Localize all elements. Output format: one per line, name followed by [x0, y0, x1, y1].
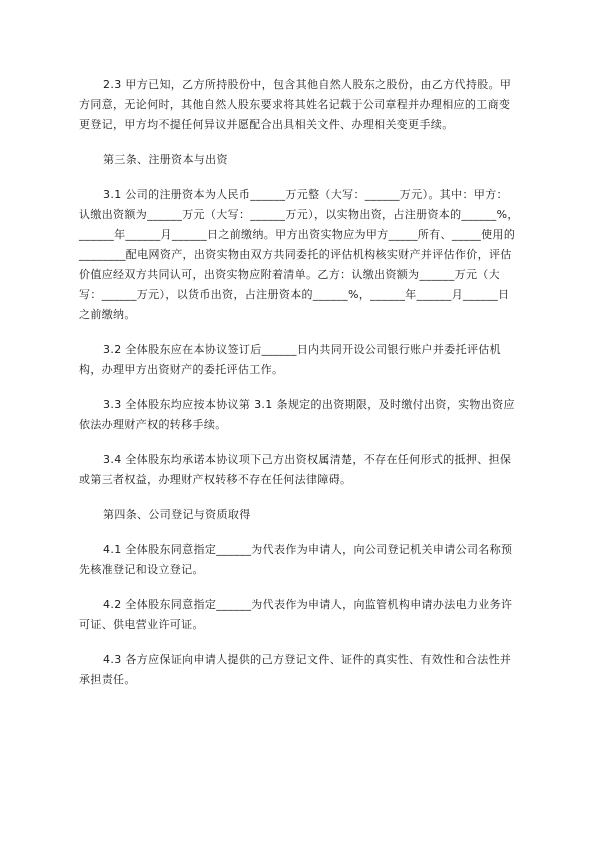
clause-2-3: 2.3 甲方已知，乙方所持股份中，包含其他自然人股东之股份，由乙方代持股。甲方同意，无论何时，其他自然人股东要求将其姓名记载于公司章程并办理相应的工商变更登记，甲方均不提任何异议并愿配合出具相关文件、办理相关变更手续。 — [79, 78, 512, 131]
document-body — [79, 75, 519, 705]
clause-3-1: 3.1 公司的注册资本为人民币______万元整（大写：______万元）。其中：甲方：认缴出资额为______万元（大写：______万元），以实物出资，占注册资本的______%，______年______月______日之前缴纳。甲方出资实物应为甲方_____所有、_____使用的________配电网资产，出资实物由双方共同委托的评估机构核实财产并评估作价，评估价值应经双方共同认可，出资实物应附着清单。乙方：认缴出资额为______万元（大写：______万元），以货币出资，占注册资本的______%，______年______月______日之前缴纳。 — [79, 188, 519, 321]
clause-4-1: 4.1 全体股东同意指定______为代表作为申请人，向公司登记机关申请公司名称预先核准登记和设立登记。 — [79, 543, 513, 576]
section-heading-article-3: 第三条、注册资本与出资 — [103, 153, 228, 166]
clause-3-3: 3.3 全体股东均应按本协议第 3.1 条规定的出资期限，及时缴付出资，实物出资应依法办理财产权的转移手续。 — [79, 398, 515, 431]
clause-4-3: 4.3 各方应保证向申请人提供的己方登记文件、证件的真实性、有效性和合法性并承担责任。 — [79, 653, 512, 686]
clause-4-2: 4.2 全体股东同意指定______为代表作为申请人，向监管机构申请办法电力业务许可证、供电营业许可证。 — [79, 598, 513, 631]
section-heading-article-4: 第四条、公司登记与资质取得 — [103, 508, 251, 521]
clause-3-2: 3.2 全体股东应在本协议签订后______日内共同开设公司银行账户并委托评估机构，办理甲方出资财产的委托评估工作。 — [79, 343, 501, 376]
clause-3-4: 3.4 全体股东均承诺本协议项下己方出资权属清楚，不存在任何形式的抵押、担保或第三者权益，办理财产权转移不存在任何法律障碍。 — [79, 453, 512, 486]
